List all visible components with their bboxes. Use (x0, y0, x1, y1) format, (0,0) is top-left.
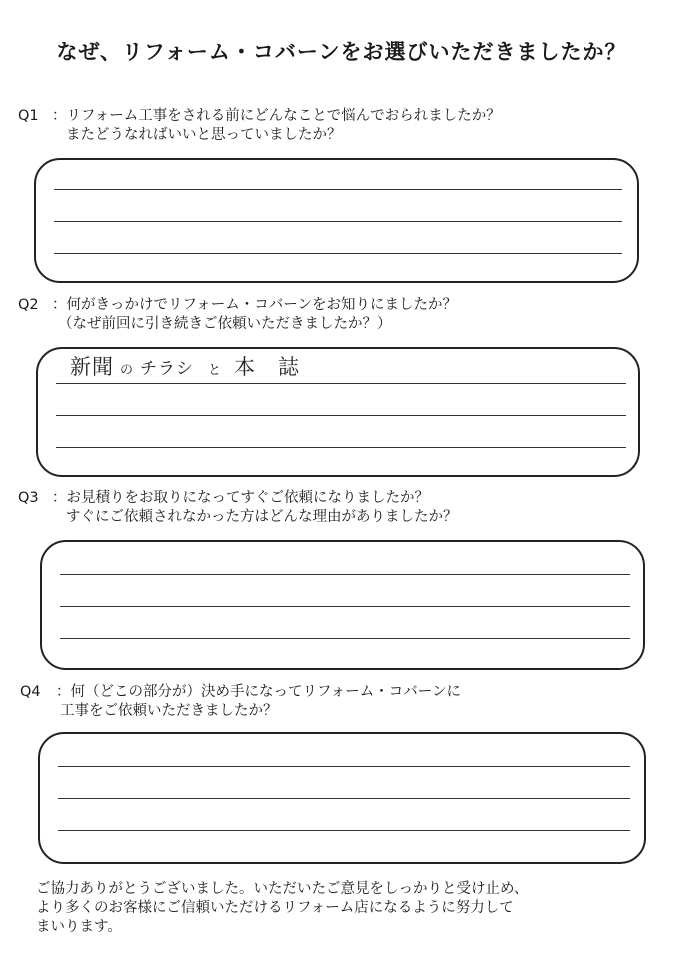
question-text-line: すぐにご依頼されなかった方はどんな理由がありましたか？ (66, 509, 458, 525)
answer-line (60, 574, 630, 575)
answer-line (56, 447, 626, 448)
question-text-line: 工事をご依頼いただきましたか？ (60, 703, 278, 719)
question-text-line: ：リフォーム工事をされる前にどんなことで悩んでおられましたか？ (52, 108, 501, 124)
handwritten-answer (70, 351, 300, 381)
answer-line (54, 253, 622, 254)
answer-word: と (208, 363, 223, 378)
answer-box-4[interactable] (38, 732, 646, 864)
answer-line (58, 830, 630, 831)
answer-line (60, 638, 630, 639)
answer-line (58, 766, 630, 767)
question-label: Q3 (18, 490, 39, 506)
question-4 (20, 683, 660, 723)
answer-line (54, 221, 622, 222)
answer-line (54, 189, 622, 190)
question-text-line: ：何（どこの部分が）決め手になってリフォーム・コバーンに (56, 684, 461, 700)
answer-box-3[interactable] (40, 540, 645, 670)
answer-line (56, 415, 626, 416)
answer-box-2[interactable] (36, 347, 640, 477)
answer-line (60, 606, 630, 607)
answer-line (56, 383, 626, 384)
closing-line: ご協力ありがとうございました。いただいたご意見をしっかりと受け止め、 (36, 881, 529, 897)
answer-box-1[interactable] (34, 158, 639, 283)
answer-word: 本 誌 (234, 355, 301, 379)
question-1 (18, 107, 658, 147)
closing-line: まいります。 (36, 919, 122, 935)
answer-word: チラシ (140, 359, 195, 379)
question-label: Q4 (20, 684, 41, 700)
page-title: なぜ、リフォーム・コバーンをお選びいただきましたか？ (56, 40, 627, 64)
question-3 (18, 489, 658, 529)
question-text-line: ：お見積りをお取りになってすぐご依頼になりましたか？ (52, 490, 429, 506)
question-text-line: （なぜ前回に引き続きご依頼いただきましたか？） (58, 316, 392, 332)
closing-message (36, 880, 528, 937)
question-text-line: またどうなればいいと思っていましたか？ (66, 127, 342, 143)
answer-line (58, 798, 630, 799)
question-label: Q2 (18, 297, 39, 313)
question-label: Q1 (18, 108, 39, 124)
question-2 (18, 296, 658, 336)
answer-word: の (120, 363, 135, 378)
closing-line: より多くのお客様にご信頼いただけるリフォーム店になるように努力して (36, 900, 514, 916)
question-text-line: ：何がきっかけでリフォーム・コバーンをお知りにましたか？ (52, 297, 457, 313)
answer-word: 新聞 (70, 355, 114, 379)
